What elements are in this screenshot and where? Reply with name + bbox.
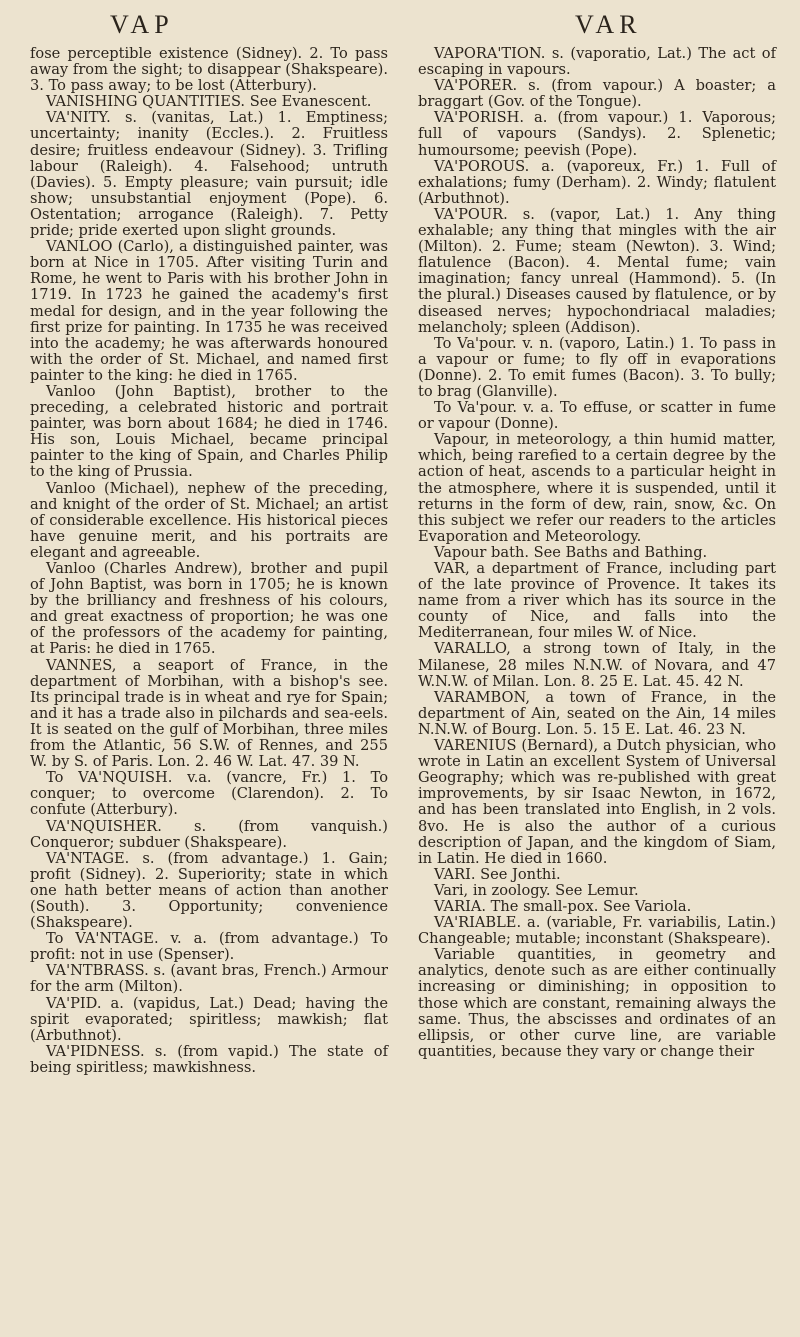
header-right-guideword: VAR <box>575 10 642 39</box>
entry-paragraph: VARALLO, a strong town of Italy, in the Milanese, 28 miles N.N.W. of Novara, and 47 W.N.W. of Milan. Lon. 8. 25 E. Lat. 45. 42 N. <box>418 640 776 690</box>
entry-paragraph: Vapour, in meteorology, a thin humid matter, which, being rarefied to a certain degree by the action of heat, ascends to a particular height in the atmosphere, where it is suspended, until it returns in the form of dew, rain, snow, &c. On this subject we refer our readers to the articles Evaporation and Meteorology. <box>418 431 776 545</box>
entry-paragraph: Variable quantities, in geometry and analytics, denote such as are either continually increasing or diminishing; in opposition to those which are constant, remaining always the same. Thus, the abscisses and ordinates of an ellipsis, or other curve line, are variable quantities, because they vary or change their <box>418 946 776 1060</box>
entry-paragraph: VAPORA'TION. s. (vaporatio, Lat.) The act of escaping in vapours. <box>418 45 776 79</box>
entry-paragraph: To VA'NTAGE. v. a. (from advantage.) To profit: not in use (Spenser). <box>30 930 388 964</box>
left-column <box>30 46 388 1076</box>
entry-paragraph: Vanloo (John Baptist), brother to the preceding, a celebrated historic and portrait painter, was born about 1684; he died in 1746. His son, Louis Michael, became principal painter to the king of Spain, and Charles Philip to the king of Prussia. <box>30 382 388 481</box>
entry-paragraph: To Va'pour. v. n. (vaporo, Latin.) 1. To pass in a vapour or fume; to fly off in evaporations (Donne). 2. To emit fumes (Bacon). 3. To bully; to brag (Glanville). <box>418 334 776 400</box>
right-column <box>418 46 776 1060</box>
entry-paragraph: VAR, a department of France, including part of the late province of Provence. It takes its name from a river which has its source in the county of Nice, and falls into the Mediterranean, four miles W. of Nice. <box>418 560 776 642</box>
entry-paragraph: VA'RIABLE. a. (variable, Fr. variabilis, Latin.) Changeable; mutable; inconstant (Shakspeare). <box>418 914 776 948</box>
entry-paragraph: VA'NTBRASS. s. (avant bras, French.) Armour for the arm (Milton). <box>30 962 388 996</box>
entry-paragraph: VA'PORER. s. (from vapour.) A boaster; a braggart (Gov. of the Tongue). <box>418 77 776 111</box>
entry-paragraph: To VA'NQUISH. v.a. (vancre, Fr.) 1. To conquer; to overcome (Clarendon). 2. To confute (Atterbury). <box>30 769 388 819</box>
entry-paragraph: VARAMBON, a town of France, in the department of Ain, seated on the Ain, 14 miles N.N.W. of Bourg. Lon. 5. 15 E. Lat. 46. 23 N. <box>418 688 776 738</box>
entry-paragraph: VARIA. The small-pox. See Variola. <box>434 897 692 915</box>
entry-paragraph: Vanloo (Charles Andrew), brother and pupil of John Baptist, was born in 1705; he is known by the brilliancy and freshness of his colours, and great exactness of proportion; he was one of the professors of the academy for painting, at Paris: he died in 1765. <box>30 560 388 658</box>
entry-paragraph: VA'NITY. s. (vanitas, Lat.) 1. Emptiness; uncertainty; inanity (Eccles.). 2. Fruitless desire; fruitless endeavour (Sidney). 3. Trifling labour (Raleigh). 4. Falsehood; untruth (Davies). 5. Empty pleasure; vain pursuit; idle show; unsubstantial enjoyment (Pope). 6. Ostentation; arrogance (Raleigh). 7. Petty pride; pride exerted upon slight grounds. <box>30 109 388 240</box>
entry-paragraph: VA'NTAGE. s. (from advantage.) 1. Gain; profit (Sidney). 2. Superiority; state in which one hath better means of action than another (South). 3. Opportunity; convenience (Shakspeare). <box>30 849 388 932</box>
entry-paragraph: Vanloo (Michael), nephew of the preceding, and knight of the order of St. Michael; an artist of considerable excellence. His historical pieces have genuine merit, and his portraits are elegant and agreeable. <box>30 479 388 561</box>
entry-paragraph: VANISHING QUANTITIES. See Evanescent. <box>46 93 372 111</box>
entry-paragraph: Vari, in zoology. See Lemur. <box>434 881 639 899</box>
entry-paragraph: VA'PORISH. a. (from vapour.) 1. Vaporous; full of vapours (Sandys). 2. Splenetic; humoursome; peevish (Pope). <box>418 109 776 159</box>
page-header <box>0 10 800 40</box>
entry-paragraph: Vapour bath. See Baths and Bathing. <box>434 543 708 561</box>
entry-paragraph: VA'PIDNESS. s. (from vapid.) The state of being spiritless; mawkishness. <box>30 1042 388 1076</box>
entry-paragraph: fose perceptible existence (Sidney). 2. To pass away from the sight; to disappear (Shakspeare). 3. To pass away; to be lost (Atterbury). <box>30 45 388 95</box>
entry-paragraph: VA'NQUISHER. s. (from vanquish.) Conqueror; subduer (Shakspeare). <box>30 817 388 851</box>
header-left-guideword: VAP <box>110 10 174 39</box>
entry-paragraph: VA'PID. a. (vapidus, Lat.) Dead; having the spirit evaporated; spiritless; mawkish; flat (Arbuthnot). <box>30 994 388 1044</box>
entry-paragraph: To Va'pour. v. a. To effuse, or scatter in fume or vapour (Donne). <box>418 399 776 433</box>
entry-paragraph: VA'POUR. s. (vapor, Lat.) 1. Any thing exhalable; any thing that mingles with the air (Milton). 2. Fume; steam (Newton). 3. Wind; flatulence (Bacon). 4. Mental fume; vain imagination; fancy unreal (Hammond). 5. (In the plural.) Diseases caused by flatulence, or by diseased nerves; hypochondriacal maladies; melancholy; spleen (Addison). <box>418 205 776 336</box>
entry-paragraph: VARENIUS (Bernard), a Dutch physician, who wrote in Latin an excellent System of Universal Geography; which was re-published with great improvements, by sir Isaac Newton, in 1672, and has been translated into English, in 2 vols. 8vo. He is also the author of a curious description of Japan, and the kingdom of Siam, in Latin. He died in 1660. <box>418 737 776 867</box>
entry-paragraph: VA'POROUS. a. (vaporeux, Fr.) 1. Full of exhalations; fumy (Derham). 2. Windy; flatulent (Arbuthnot). <box>418 157 776 207</box>
entry-paragraph: VANLOO (Carlo), a distinguished painter, was born at Nice in 1705. After visiting Turin and Rome, he went to Paris with his brother John in 1719. In 1723 he gained the academy's first medal for design, and in the year following the first prize for painting. In 1735 he was received into the academy; he was afterwards honoured with the order of St. Michael, and named first painter to the king: he died in 1765. <box>30 238 388 384</box>
entry-paragraph: VANNES, a seaport of France, in the department of Morbihan, with a bishop's see. Its principal trade is in wheat and rye for Spain; and it has a trade also in pilchards and sea-eels. It is seated on the gulf of Morbihan, three miles from the Atlantic, 56 S.W. of Rennes, and 255 W. by S. of Paris. Lon. 2. 46 W. Lat. 47. 39 N. <box>30 656 388 771</box>
entry-paragraph: VARI. See Jonthi. <box>434 865 561 883</box>
